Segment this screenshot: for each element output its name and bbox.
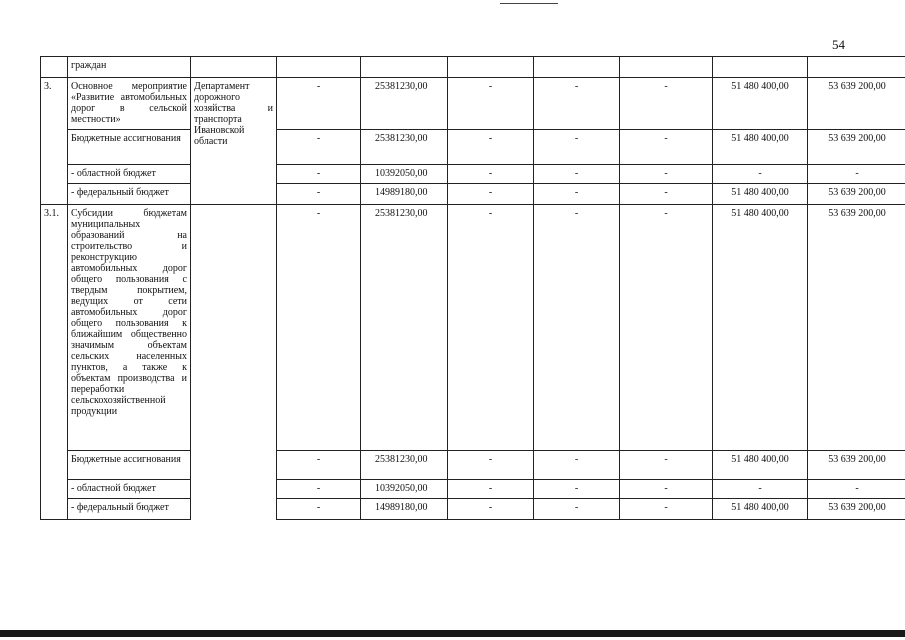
cell-col3: - (448, 451, 534, 480)
row-name: - областной бюджет (68, 480, 191, 499)
row-name: - федеральный бюджет (68, 184, 191, 205)
cell-col3: - (448, 130, 534, 165)
budget-table (40, 56, 905, 520)
cell-col7: - (808, 165, 905, 184)
cell-col5: - (620, 130, 713, 165)
cell-col4: - (534, 78, 620, 130)
table-row (41, 205, 905, 451)
cell-col6: 51 480 400,00 (713, 205, 808, 451)
table-row (41, 499, 905, 520)
cell-col4: - (534, 480, 620, 499)
cell-col7: - (808, 480, 905, 499)
cell-col3: - (448, 165, 534, 184)
cell-col3: - (448, 499, 534, 520)
cell-col7: 53 639 200,00 (808, 130, 905, 165)
cell-col1 (277, 57, 361, 78)
row-executor: Департамент дорожного хозяйства и транспорта Ивановской области (191, 78, 277, 205)
cell-col1: - (277, 78, 361, 130)
cell-col2: 10392050,00 (361, 480, 448, 499)
cell-col4: - (534, 205, 620, 451)
row-number: 3.1. (41, 205, 68, 451)
row-number (41, 57, 68, 78)
cell-col7: 53 639 200,00 (808, 451, 905, 480)
cell-col2: 10392050,00 (361, 165, 448, 184)
cell-col2: 25381230,00 (361, 205, 448, 451)
table-row (41, 165, 905, 184)
row-number (41, 165, 68, 184)
cell-col1: - (277, 130, 361, 165)
cell-col4: - (534, 165, 620, 184)
cell-col1: - (277, 165, 361, 184)
cell-col5: - (620, 499, 713, 520)
table-row (41, 451, 905, 480)
table-row (41, 130, 905, 165)
row-number (41, 184, 68, 205)
row-number (41, 480, 68, 499)
cell-col7 (808, 57, 905, 78)
cell-col6: 51 480 400,00 (713, 130, 808, 165)
cell-col4: - (534, 184, 620, 205)
row-number (41, 499, 68, 520)
cell-col2: 25381230,00 (361, 78, 448, 130)
cell-col6: 51 480 400,00 (713, 184, 808, 205)
cell-col6: 51 480 400,00 (713, 78, 808, 130)
cell-col4 (534, 57, 620, 78)
page-number: 54 (832, 37, 845, 52)
top-rule (500, 3, 558, 4)
cell-col5: - (620, 205, 713, 451)
cell-col5 (620, 57, 713, 78)
row-name: - областной бюджет (68, 165, 191, 184)
cell-col2: 14989180,00 (361, 499, 448, 520)
table-row (41, 57, 905, 78)
cell-col5: - (620, 480, 713, 499)
cell-col3: - (448, 205, 534, 451)
cell-col6: 51 480 400,00 (713, 499, 808, 520)
cell-col1: - (277, 480, 361, 499)
cell-col7: 53 639 200,00 (808, 499, 905, 520)
cell-col6 (713, 57, 808, 78)
table-row (41, 78, 905, 130)
row-executor (191, 205, 277, 520)
cell-col5: - (620, 78, 713, 130)
row-name: граждан (68, 57, 191, 78)
cell-col6: - (713, 480, 808, 499)
cell-col6: - (713, 165, 808, 184)
cell-col6: 51 480 400,00 (713, 451, 808, 480)
cell-col3 (448, 57, 534, 78)
row-name: Основное мероприятие «Развитие автомобильных дорог в сельской местности» (68, 78, 191, 130)
cell-col4: - (534, 499, 620, 520)
cell-col5: - (620, 184, 713, 205)
row-name: Субсидии бюджетам муниципальных образований на строительство и реконструкцию автомобильных дорог общего пользования с твердым покрытием, ведущих от сети автомобильных дорог общего пользования к ближайшим общественно значимым объектам сельских населенных пунктов, а также к объектам производства и переработки сельскохозяйственной продукции (68, 205, 191, 451)
cell-col1: - (277, 205, 361, 451)
row-name: - федеральный бюджет (68, 499, 191, 520)
row-name: Бюджетные ассигнования (68, 451, 191, 480)
cell-col5: - (620, 451, 713, 480)
row-number (41, 451, 68, 480)
cell-col5: - (620, 165, 713, 184)
cell-col1: - (277, 451, 361, 480)
table-row (41, 480, 905, 499)
cell-col7: 53 639 200,00 (808, 205, 905, 451)
cell-col1: - (277, 184, 361, 205)
row-executor (191, 57, 277, 78)
cell-col2: 25381230,00 (361, 451, 448, 480)
cell-col3: - (448, 480, 534, 499)
cell-col3: - (448, 184, 534, 205)
cell-col2 (361, 57, 448, 78)
cell-col2: 14989180,00 (361, 184, 448, 205)
table-row (41, 184, 905, 205)
scan-edge-bar (0, 630, 905, 637)
row-number (41, 130, 68, 165)
cell-col7: 53 639 200,00 (808, 184, 905, 205)
cell-col3: - (448, 78, 534, 130)
row-name: Бюджетные ассигнования (68, 130, 191, 165)
cell-col4: - (534, 130, 620, 165)
cell-col7: 53 639 200,00 (808, 78, 905, 130)
cell-col2: 25381230,00 (361, 130, 448, 165)
row-number: 3. (41, 78, 68, 130)
cell-col4: - (534, 451, 620, 480)
cell-col1: - (277, 499, 361, 520)
